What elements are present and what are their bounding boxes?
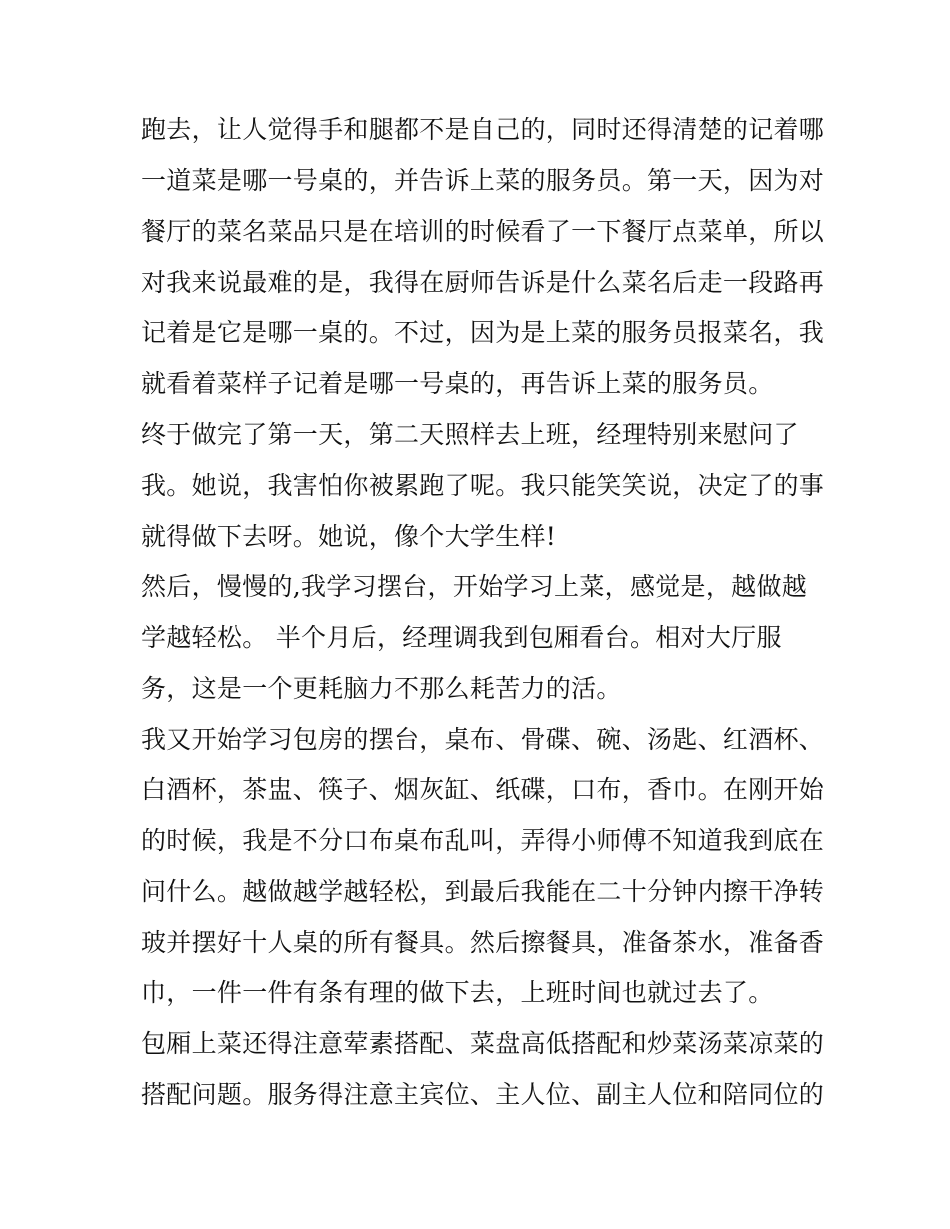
text-line: 玻并摆好十人桌的所有餐具。然后擦餐具，准备茶水，准备香 (141, 928, 825, 957)
text-line: 我。她说，我害怕你被累跑了呢。我只能笑笑说，决定了的事 (141, 471, 825, 500)
text-line: 学越轻松。 半个月后，经理调我到包厢看台。相对大厅服 (141, 623, 782, 652)
text-line: 搭配问题。服务得注意主宾位、主人位、副主人位和陪同位的 (141, 1080, 825, 1109)
text-line: 白酒杯，茶盅、筷子、烟灰缸、纸碟，口布，香巾。在刚开始 (141, 775, 825, 804)
text-line: 务，这是一个更耗脑力不那么耗苦力的活。 (141, 674, 622, 703)
text-line: 我又开始学习包房的摆台，桌布、骨碟、碗、汤匙、红酒杯、 (141, 725, 825, 754)
text-line: 跑去，让人觉得手和腿都不是自己的，同时还得清楚的记着哪 (141, 115, 825, 144)
text-line: 就看着菜样子记着是哪一号桌的，再告诉上菜的服务员。 (141, 369, 774, 398)
text-line: 巾，一件一件有条有理的做下去，上班时间也就过去了。 (141, 978, 774, 1007)
text-line: 问什么。越做越学越轻松，到最后我能在二十分钟内擦干净转 (141, 877, 825, 906)
text-line: 终于做完了第一天，第二天照样去上班，经理特别来慰问了 (141, 420, 799, 449)
text-line: 对我来说最难的是，我得在厨师告诉是什么菜名后走一段路再 (141, 268, 825, 297)
text-line: 一道菜是哪一号桌的，并告诉上菜的服务员。第一天，因为对 (141, 166, 825, 195)
text-line: 记着是它是哪一桌的。不过，因为是上菜的服务员报菜名，我 (141, 318, 825, 347)
text-line: 的时候，我是不分口布桌布乱叫，弄得小师傅不知道我到底在 (141, 826, 825, 855)
text-line: 包厢上菜还得注意荤素搭配、菜盘高低搭配和炒菜汤菜凉菜的 (141, 1029, 825, 1058)
text-line: 餐厅的菜名菜品只是在培训的时候看了一下餐厅点菜单，所以 (141, 217, 825, 246)
text-line: 然后，慢慢的,我学习摆台，开始学习上菜，感觉是，越做越 (141, 572, 808, 601)
text-line: 就得做下去呀。她说，像个大学生样! (141, 522, 557, 551)
